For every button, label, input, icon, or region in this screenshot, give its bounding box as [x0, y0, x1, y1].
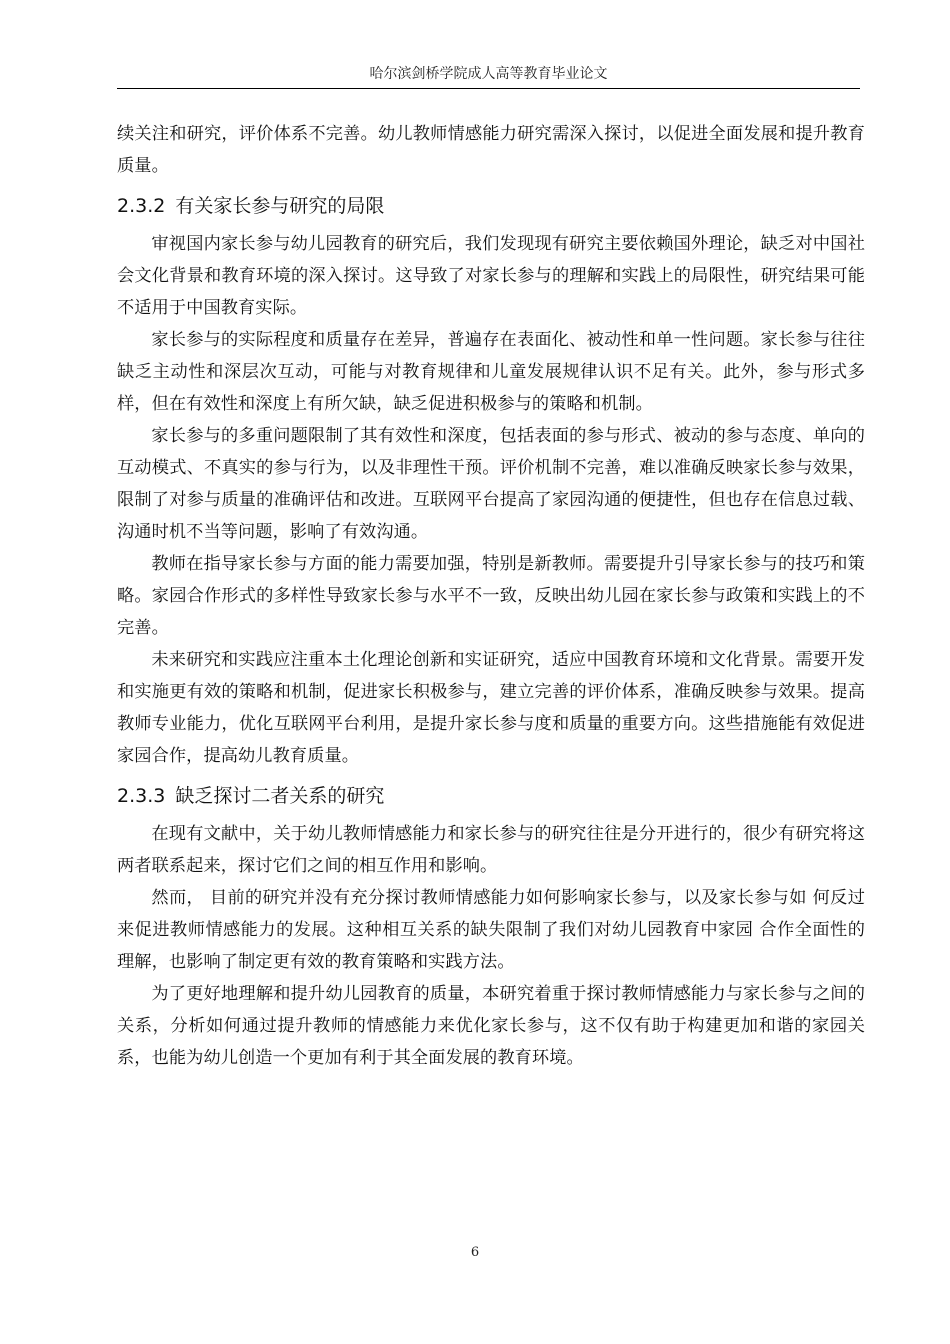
page-number: 6 — [470, 1245, 480, 1260]
section-heading-2-3-3 — [117, 778, 865, 814]
paragraph: 未来研究和实践应注重本土化理论创新和实证研究，适应中国教育环境和文化背景。需要开发和实施更有效的策略和机制，促进家长积极参与，建立完善的评价体系，准确反映参与效果。提高教师专业能力，优化互联网平台利用，是提升家长参与度和质量的重要方向。这些措施能有效促进家园合作，提高幼儿教育质量。 — [117, 650, 865, 766]
section-title: 有关家长参与研究的局限 — [175, 195, 385, 217]
page-header — [117, 64, 860, 89]
paragraph: 审视国内家长参与幼儿园教育的研究后，我们发现现有研究主要依赖国外理论，缺乏对中国社会文化背景和教育环境的深入探讨。这导致了对家长参与的理解和实践上的局限性，研究结果可能不适用于中国教育实际。 — [117, 234, 865, 318]
paragraph: 然而， 目前的研究并没有充分探讨教师情感能力如何影响家长参与，以及家长参与如 何反过来促进教师情感能力的发展。这种相互关系的缺失限制了我们对幼儿园教育中家园 合作全面性的理解，也影响了制定更有效的教育策略和实践方法。 — [117, 888, 865, 972]
paragraph: 在现有文献中，关于幼儿教师情感能力和家长参与的研究往往是分开进行的，很少有研究将这两者联系起来，探讨它们之间的相互作用和影响。 — [117, 824, 865, 876]
section-title: 缺乏探讨二者关系的研究 — [175, 785, 385, 807]
section-number: 2.3.2 — [117, 195, 166, 217]
section-number: 2.3.3 — [117, 785, 166, 807]
paragraph: 为了更好地理解和提升幼儿园教育的质量，本研究着重于探讨教师情感能力与家长参与之间的关系，分析如何通过提升教师的情感能力来优化家长参与，这不仅有助于构建更加和谐的家园关系，也能为幼儿创造一个更加有利于其全面发展的教育环境。 — [117, 984, 865, 1068]
section-heading-2-3-2 — [117, 188, 865, 224]
intro-paragraph: 续关注和研究，评价体系不完善。幼儿教师情感能力研究需深入探讨，以促进全面发展和提升教育质量。 — [117, 124, 865, 176]
header-title: 哈尔滨剑桥学院成人高等教育毕业论文 — [369, 66, 608, 82]
document-body — [117, 118, 865, 1074]
paragraph: 教师在指导家长参与方面的能力需要加强，特别是新教师。需要提升引导家长参与的技巧和策略。家园合作形式的多样性导致家长参与水平不一致，反映出幼儿园在家长参与政策和实践上的不完善。 — [117, 554, 865, 638]
paragraph: 家长参与的实际程度和质量存在差异，普遍存在表面化、被动性和单一性问题。家长参与往往缺乏主动性和深层次互动，可能与对教育规律和儿童发展规律认识不足有关。此外，参与形式多样，但在有效性和深度上有所欠缺，缺乏促进积极参与的策略和机制。 — [117, 330, 865, 414]
paragraph: 家长参与的多重问题限制了其有效性和深度，包括表面的参与形式、被动的参与态度、单向的互动模式、不真实的参与行为，以及非理性干预。评价机制不完善，难以准确反映家长参与效果，限制了对参与质量的准确评估和改进。互联网平台提高了家园沟通的便捷性，但也存在信息过载、沟通时机不当等问题，影响了有效沟通。 — [117, 426, 865, 542]
